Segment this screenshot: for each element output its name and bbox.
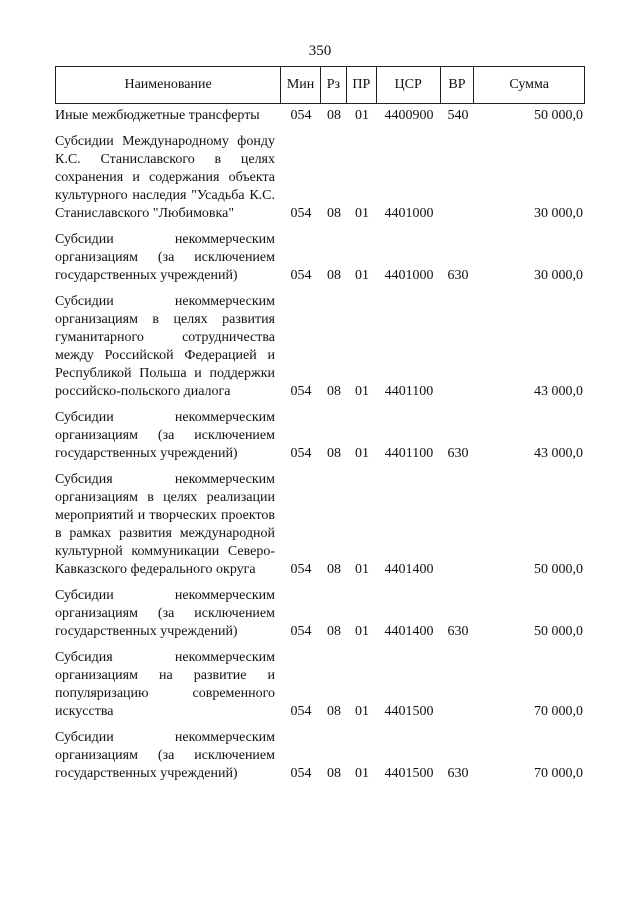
table-row <box>55 409 585 463</box>
row-rz: 08 <box>327 384 341 399</box>
row-csr: 4400900 <box>384 108 434 123</box>
row-rz: 08 <box>327 268 341 283</box>
row-csr: 4401100 <box>384 384 434 399</box>
row-pr: 01 <box>355 446 369 461</box>
row-pr: 01 <box>355 384 369 399</box>
page-number: 350 <box>308 43 332 59</box>
row-min: 054 <box>290 704 312 719</box>
row-csr: 4401100 <box>384 446 434 461</box>
row-rz: 08 <box>327 704 341 719</box>
table-row <box>55 293 585 401</box>
header-sum: Сумма <box>509 77 550 92</box>
row-sum: 43 000,0 <box>534 384 583 399</box>
row-rz: 08 <box>327 108 341 123</box>
row-pr: 01 <box>355 562 369 577</box>
row-vr: 630 <box>447 766 469 781</box>
row-min: 054 <box>290 766 312 781</box>
header-csr: ЦСР <box>377 67 441 103</box>
row-vr: 630 <box>447 268 469 283</box>
row-min: 054 <box>290 206 312 221</box>
row-min: 054 <box>290 268 312 283</box>
header-name: Наименование <box>56 67 281 103</box>
row-vr: 630 <box>447 624 469 639</box>
row-pr: 01 <box>355 268 369 283</box>
row-sum: 30 000,0 <box>534 268 583 283</box>
row-sum: 43 000,0 <box>534 446 583 461</box>
row-name: Субсидии некоммерческим организациям (за исключением государственных учреждений) <box>55 232 275 283</box>
row-vr: 540 <box>447 108 469 123</box>
row-name: Субсидия некоммерческим организациям на развитие и популяризацию современного искусства <box>55 650 275 719</box>
row-csr: 4401400 <box>384 562 434 577</box>
row-sum: 50 000,0 <box>534 108 583 123</box>
row-name: Субсидии некоммерческим организациям (за исключением государственных учреждений) <box>55 730 275 781</box>
row-csr: 4401000 <box>384 206 434 221</box>
table-row <box>55 231 585 285</box>
row-pr: 01 <box>355 624 369 639</box>
row-rz: 08 <box>327 562 341 577</box>
row-sum: 70 000,0 <box>534 704 583 719</box>
row-pr: 01 <box>355 766 369 781</box>
row-sum: 50 000,0 <box>534 562 583 577</box>
row-rz: 08 <box>327 766 341 781</box>
row-rz: 08 <box>327 206 341 221</box>
row-vr: 630 <box>447 446 469 461</box>
row-name: Иные межбюджетные трансферты <box>55 108 260 123</box>
row-csr: 4401400 <box>384 624 434 639</box>
row-name: Субсидии некоммерческим организациям в целях развития гуманитарного сотрудничества между Российской Федерацией и Республикой Польша и поддержки российско-польского диалога <box>55 294 275 399</box>
row-pr: 01 <box>355 704 369 719</box>
table-row <box>55 649 585 721</box>
row-csr: 4401500 <box>384 766 434 781</box>
table-header <box>55 66 585 104</box>
row-sum: 50 000,0 <box>534 624 583 639</box>
row-rz: 08 <box>327 446 341 461</box>
row-name: Субсидии некоммерческим организациям (за исключением государственных учреждений) <box>55 588 275 639</box>
row-min: 054 <box>290 446 312 461</box>
table-body <box>55 107 585 791</box>
table-row <box>55 471 585 579</box>
table-row <box>55 729 585 783</box>
row-min: 054 <box>290 384 312 399</box>
row-name: Субсидии Международному фонду К.С. Станиславского в целях сохранения и содержания объекта культурного наследия "Усадьба К.С. Станиславского "Любимовка" <box>55 134 275 221</box>
row-name: Субсидии некоммерческим организациям (за исключением государственных учреждений) <box>55 410 275 461</box>
row-min: 054 <box>290 108 312 123</box>
row-min: 054 <box>290 624 312 639</box>
header-rz: Рз <box>321 67 347 103</box>
row-csr: 4401500 <box>384 704 434 719</box>
table-row <box>55 107 585 125</box>
table-row <box>55 133 585 223</box>
row-csr: 4401000 <box>384 268 434 283</box>
header-vr: ВР <box>441 67 475 103</box>
row-rz: 08 <box>327 624 341 639</box>
row-name: Субсидия некоммерческим организациям в целях реализации мероприятий и творческих проектов в рамках развития международной культурной коммуникации Северо-Кавказского федерального округа <box>55 472 275 577</box>
header-min: Мин <box>281 67 321 103</box>
row-pr: 01 <box>355 206 369 221</box>
row-min: 054 <box>290 562 312 577</box>
row-sum: 70 000,0 <box>534 766 583 781</box>
header-pr: ПР <box>347 67 377 103</box>
row-pr: 01 <box>355 108 369 123</box>
table-row <box>55 587 585 641</box>
row-sum: 30 000,0 <box>534 206 583 221</box>
